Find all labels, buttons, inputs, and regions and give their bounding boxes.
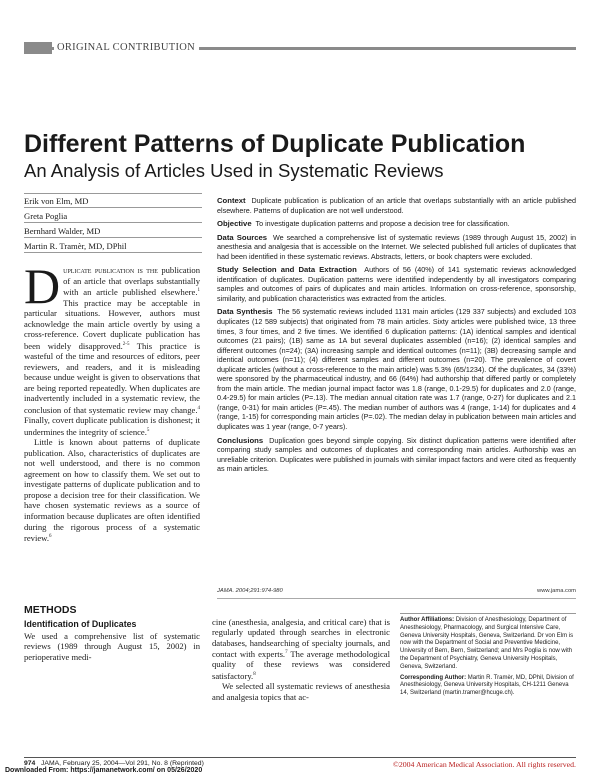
author-rule: [24, 193, 202, 194]
author-affiliations: Author Affiliations: Division of Anesthesiology, Department of Anesthesiology, Pharmacology, and Surgical Intensive Care, Geneva University Hospitals, Geneva, Switzerland. Dr von Elm is now with the Department of Social and Preventive Medicine, University of Bern, Bern, Switzerland; and Mrs Poglia is now with the Department of Psychiatry, Geneva University Hospitals, Geneva, Switzerland. Corresponding Author: Martin R. Tramèr, MD, DPhil, Division of Anesthesiology, Geneva University Hospitals, CH-1211 Geneva 14, Switzerland (martin.tramer@hcuge.ch).: [400, 617, 574, 697]
abstract-rule: [217, 598, 576, 599]
methods-col2-paragraph-1: cine (anesthesia, analgesia, and critical care) that is regularly updated through searches in electronic databases, handsearching of specialty journals, and contact with experts.$^7$ The average methodological quality of these reviews was considered satisfactory.$^8$: [212, 617, 390, 681]
section-tick: [24, 42, 52, 54]
article-title: Different Patterns of Duplicate Publication: [24, 130, 526, 158]
footer-journal: 974 JAMA, February 25, 2004—Vol 291, No. 8 (Reprinted): [24, 760, 204, 767]
author-rule: [24, 222, 202, 223]
abstract-objective: Objective To investigate duplication patterns and propose a decision tree for classification.: [217, 219, 510, 229]
citation-row: [217, 588, 576, 594]
methods-col2-paragraph-2: We selected all systematic reviews of anesthesia and analgesia topics that ac-: [212, 681, 390, 702]
abstract: [217, 196, 576, 478]
intro-paragraph-1: Duplicate publication is the publication of an article that overlaps substantially with an article published elsewhere.$^1$ This practice may be acceptable in particular situations. However, authors must acknowledge the main article overtly by using a cross-reference. Covert duplicate publication has been widely disapproved.$^{2-5}$ This practice is wasteful of the time and resources of editors, peer reviewers, and readers, and it is misleading because undue weight is given to observations that are being reported repeatedly. When duplicates are inadvertently included in a systematic review, the conclusion of that systematic review may change.$^4$ Finally, covert duplicate publication is dishonest; it undermines the integrity of science.$^5$: [24, 258, 201, 437]
methods-col1: We used a comprehensive list of systematic reviews (1989 through August 15, 2002) in perioperative medi-: [24, 631, 200, 662]
abstract-context: Context Duplicate publication is publication of an article that overlaps substantially with an article published elsewhere. Patterns of duplication are not well understood.: [217, 196, 576, 215]
author-2: Greta Poglia: [24, 211, 68, 221]
author-rule: [24, 237, 202, 238]
affiliation-rule: [400, 613, 576, 614]
footer-copyright: ©2004 American Medical Association. All rights reserved.: [392, 760, 576, 769]
author-rule: [24, 207, 202, 208]
author-rule: [24, 252, 202, 253]
abstract-data-sources: Data Sources We searched a comprehensive list of systematic reviews (1989 through August 15, 2002) in anesthesia and analgesia that is accessible on the Internet. We selected published full articles of duplicates that had been identified in these systematic reviews. Abstracts, letters, or book chapters were excluded.: [217, 232, 576, 261]
abstract-study-selection: Study Selection and Data Extraction Authors of 56 (40%) of 141 systematic reviews acknowledged identification of duplicates. Duplication patterns were identified independently by all investigators comparing samples and outcomes of pairs of duplicates and main articles. Information on cross-reference, sponsorship, similarity, and publication characteristics was extracted from the articles.: [217, 265, 576, 303]
download-line: Downloaded From: https://jamanetwork.com/ on 05/26/2020: [5, 767, 203, 774]
abstract-data-synthesis: Data Synthesis The 56 systematic reviews included 1131 main articles (129 337 subjects) and excluded 103 duplicates (12 589 subjects) that originated from 78 main articles. Sixty articles were published twice, 13 three times, 3 four times, and 2 five times. We identified 6 duplication patterns: (1A) identical samples and identical outcomes (21 pairs); (1B) same as 1A but several duplicates assembled (n=16); (2) identical samples and different outcomes (n=24); (3A) increasing sample and identical outcomes (n=11); (3B) decreasing sample and identical outcomes (n=11); (4) different samples and different outcomes (n=20). The prevalence of covert duplicate articles (without a cross-reference to the main article) was 5.3% (65/1234). Of the duplicates, 34 (33%) were sponsored by the pharmaceutical industry, and 66 (64%) had authorship that differed partly or completely from the main article. The median journal impact factor was 1.8 (range, 0.1-29.5) for duplicates and 2.0 (range, 0.4-29.5) for main articles (P=.13). The median annual citation rate was 1.7 (range, 0-27) for duplicates and 2.1 (range, 0-31) for main articles (P=.45). The median number of authors was 4 (range, 1-14) for duplicates and 4 (range, 1-15) for corresponding main articles (P=.02). The median delay in publication between main articles and duplicates was 1 year (range, 0-7 years).: [217, 307, 576, 432]
author-3: Bernhard Walder, MD: [24, 226, 101, 236]
footer-rule: [24, 757, 576, 758]
article-subtitle: An Analysis of Articles Used in Systematic Reviews: [24, 160, 444, 181]
author-1: Erik von Elm, MD: [24, 196, 89, 206]
section-label: ORIGINAL CONTRIBUTION: [54, 42, 199, 53]
intro-text: [24, 258, 201, 544]
journal-url[interactable]: www.jama.com: [537, 588, 576, 594]
intro-paragraph-2: Little is known about patterns of duplicate publication. Also, characteristics of duplicates are not well understood, and there is no common agreement on how to classify them. We set out to investigate patterns of duplicate publication and to propose a decision tree for their classification. We have chosen systematic reviews as a source of information because duplicates are often identified during the rigorous process of a systematic review.$^6$: [24, 437, 200, 543]
author-4: Martin R. Tramèr, MD, DPhil: [24, 241, 127, 251]
methods-heading: METHODS: [24, 604, 77, 616]
citation: JAMA. 2004;291:974-980: [217, 588, 283, 594]
methods-subheading: Identification of Duplicates: [24, 619, 137, 629]
abstract-conclusions: Conclusions Duplication goes beyond simple copying. Six distinct duplication patterns were identified after comparing study samples and outcomes of duplicates and corresponding main articles. Authorship was an unreliable criterion. Duplicates were published in journals with similar impact factors and were cited as frequently as main articles.: [217, 435, 576, 474]
dropcap: D: [24, 258, 61, 314]
methods-col2: [212, 617, 390, 702]
page-number: 974: [24, 760, 36, 767]
